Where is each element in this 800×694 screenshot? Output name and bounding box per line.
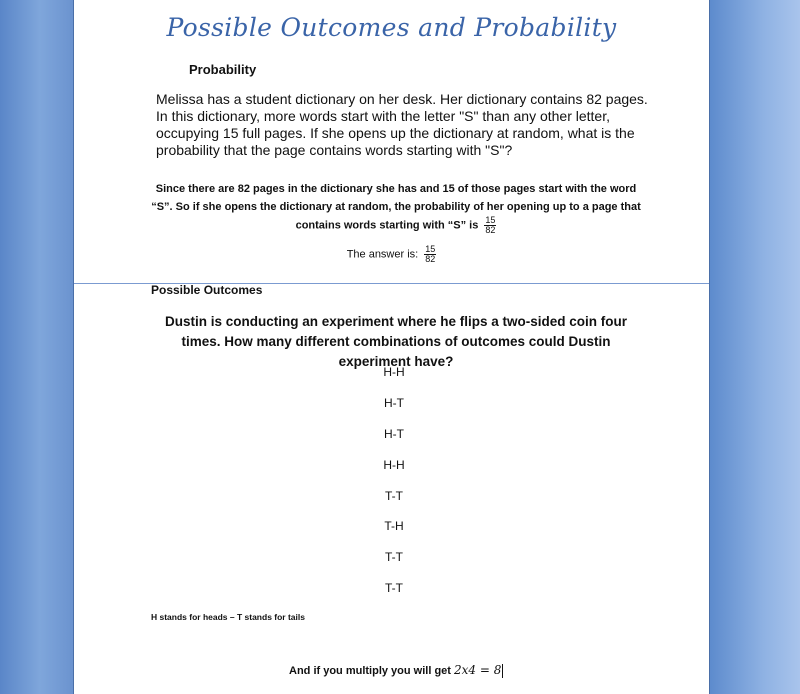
desktop-background-right <box>710 0 800 694</box>
final-result-line <box>289 663 503 678</box>
possible-outcomes-heading: Possible Outcomes <box>151 283 263 297</box>
probability-heading: Probability <box>189 62 257 77</box>
probability-problem-text: Melissa has a student dictionary on her desk. Her dictionary contains 82 pages. In this dictionary, more words start with the letter "S" than any other letter, occupying 15 full pages. If she opens up the dictionary at random, what is the probability that the page contains words starting with "S"? <box>156 91 648 158</box>
heads-tails-note: H stands for heads – T stands for tails <box>151 612 305 622</box>
document-title: Possible Outcomes and Probability <box>166 13 617 42</box>
text-cursor <box>502 664 503 678</box>
answer-fraction-denominator: 82 <box>425 254 436 264</box>
answer-fraction-numerator: 15 <box>425 244 436 254</box>
outcome-item: T-H <box>384 519 404 533</box>
outcome-item: T-T <box>385 489 403 503</box>
coin-flip-question: Dustin is conducting an experiment where he flips a two-sided coin four times. How many different combinations of outcomes could Dustin experiment have? <box>164 314 628 369</box>
explanation-fraction <box>484 216 496 235</box>
fraction-denominator: 82 <box>485 225 496 235</box>
outcome-item: H-H <box>383 365 405 379</box>
answer-fraction <box>424 245 436 264</box>
final-result-text: And if you multiply you will get <box>289 665 451 677</box>
probability-explanation <box>146 180 646 235</box>
fraction-numerator: 15 <box>485 215 496 225</box>
outcome-item: H-H <box>383 458 405 472</box>
outcome-item: H-T <box>384 396 404 410</box>
final-result-math: 2x4 = 8 <box>454 663 502 677</box>
outcome-item: T-T <box>385 550 403 564</box>
document-page[interactable] <box>73 0 710 694</box>
answer-label: The answer is: <box>346 248 419 261</box>
outcome-item: H-T <box>384 427 404 441</box>
outcome-item: T-T <box>385 581 403 595</box>
probability-answer <box>74 245 709 264</box>
explanation-text: Since there are 82 pages in the dictionary she has and 15 of those pages start with the word “S”. So if she opens the dictionary at random, the probability of her opening up to a page that contains words starting with “S” is <box>151 183 641 232</box>
